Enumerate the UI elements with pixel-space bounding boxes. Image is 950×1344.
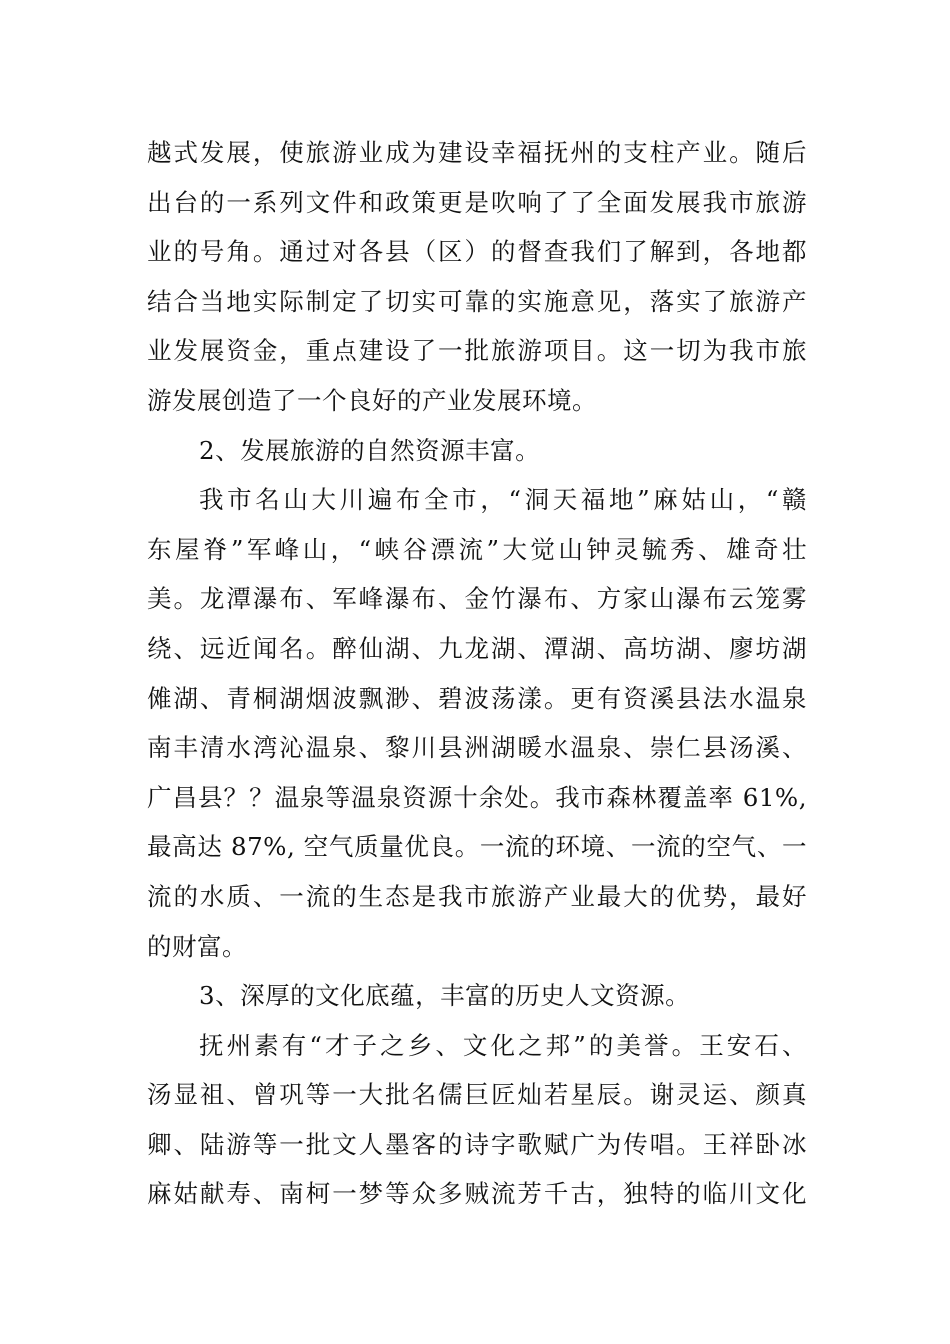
text-line: 游发展创造了一个良好的产业发展环境。 [147, 385, 597, 415]
text-line: 越式发展，使旅游业成为建设幸福抚州的支柱产业。随后 [147, 138, 807, 167]
text-line: 抚州素有“才子之乡、文化之邦”的美誉。王安石、 [199, 1030, 807, 1060]
text-line: 业的号角。通过对各县（区）的督查我们了解到，各地都 [147, 237, 807, 267]
text-line: 南丰清水湾沁温泉、黎川县洲湖暖水温泉、崇仁县汤溪、 [147, 733, 807, 763]
text-line: 傩湖、青桐湖烟波飘渺、碧波荡漾。更有资溪县法水温泉 [147, 683, 807, 713]
text-line: 绕、远近闻名。醉仙湖、九龙湖、潭湖、高坊湖、廖坊湖 [147, 633, 807, 663]
section-heading: 2、发展旅游的自然资源丰富。 [199, 435, 541, 465]
text-line: 流的水质、一流的生态是我市旅游产业最大的优势，最好 [147, 881, 807, 911]
text-line: 麻姑献寿、南柯一梦等众多贼流芳千古，独特的临川文化 [147, 1179, 807, 1209]
text-line: 东屋脊”军峰山，“峡谷漂流”大觉山钟灵毓秀、雄奇壮 [147, 534, 807, 564]
text-line: 广昌县？？温泉等温泉资源十余处。我市森林覆盖率 61%, [147, 782, 807, 812]
text-line: 结合当地实际制定了切实可靠的实施意见，落实了旅游产 [147, 286, 807, 316]
section-heading: 3、深厚的文化底蕴，丰富的历史人文资源。 [199, 981, 691, 1011]
text-line: 业发展资金，重点建设了一批旅游项目。这一切为我市旅 [147, 336, 807, 366]
text-line: 卿、陆游等一批文人墨客的诗字歌赋广为传唱。王祥卧冰 [147, 1129, 807, 1159]
text-line: 最高达 87%, 空气质量优良。一流的环境、一流的空气、一 [147, 832, 807, 862]
text-line: 美。龙潭瀑布、军峰瀑布、金竹瀑布、方家山瀑布云笼雾 [147, 584, 807, 614]
text-line: 汤显祖、曾巩等一大批名儒巨匠灿若星辰。谢灵运、颜真 [147, 1080, 807, 1110]
text-line: 出台的一系列文件和政策更是吹响了了全面发展我市旅游 [147, 187, 807, 217]
text-line: 的财富。 [147, 931, 247, 961]
text-line: 我市名山大川遍布全市，“洞天福地”麻姑山，“赣 [199, 485, 807, 515]
body-text [147, 128, 807, 1219]
